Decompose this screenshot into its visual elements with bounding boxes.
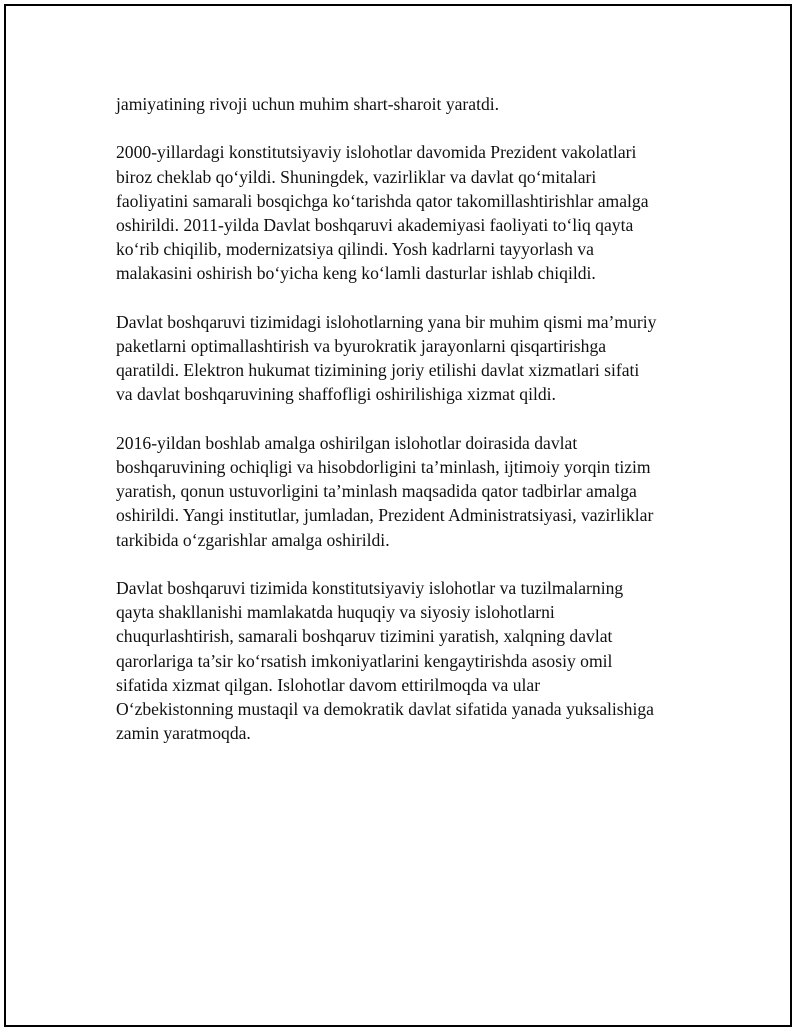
paragraph-1: jamiyatining rivoji uchun muhim shart-sharoit yaratdi.: [116, 94, 500, 114]
paragraph-2: 2000-yillardagi konstitutsiyaviy islohotlar davomida Prezident vakolatlari biroz cheklab qo‘yildi. Shuningdek, vazirliklar va davlat qo‘mitalari faoliyatini samarali bosqichga ko‘tarishda qator takomillashtirishlar amalga oshirildi. 2011-yilda Davlat boshqaruvi akademiyasi faoliyati to‘liq qayta ko‘rib chiqilib, modernizatsiya qilindi. Yosh kadrlarni tayyorlash va malakasini oshirish bo‘yicha keng ko‘lamli dasturlar ishlab chiqildi.: [116, 142, 649, 284]
paragraph-3: Davlat boshqaruvi tizimidagi islohotlarning yana bir muhim qismi ma’muriy paketlarni optimallashtirish va byurokratik jarayonlarni qisqartirishga qaratildi. Elektron hukumat tizimining joriy etilishi davlat xizmatlari sifati va davlat boshqaruvining shaffofligi oshirilishiga xizmat qildi.: [116, 311, 657, 405]
paragraph-4: 2016-yildan boshlab amalga oshirilgan islohotlar doirasida davlat boshqaruvining ochiqligi va hisobdorligini ta’minlash, ijtimoiy yorqin tizim yaratish, qonun ustuvorligini ta’minlash maqsadida qator tadbirlar amalga oshirildi. Yangi institutlar, jumladan, Prezident Administratsiyasi, vazirliklar tarkibida o‘zgarishlar amalga oshirildi.: [116, 432, 654, 550]
document-body: [116, 92, 696, 770]
paragraph-5: Davlat boshqaruvi tizimida konstitutsiyaviy islohotlar va tuzilmalarning qayta shakllanishi mamlakatda huquqiy va siyosiy islohotlarni chuqurlashtirish, samarali boshqaruv tizimini yaratish, xalqning davlat qarorlariga ta’sir ko‘rsatish imkoniyatlarini kengaytirishda asosiy omil sifatida xizmat qilgan. Islohotlar davom ettirilmoqda va ular O‘zbekistonning mustaqil va demokratik davlat sifatida yanada yuksalishiga zamin yaratmoqda.: [116, 578, 654, 744]
